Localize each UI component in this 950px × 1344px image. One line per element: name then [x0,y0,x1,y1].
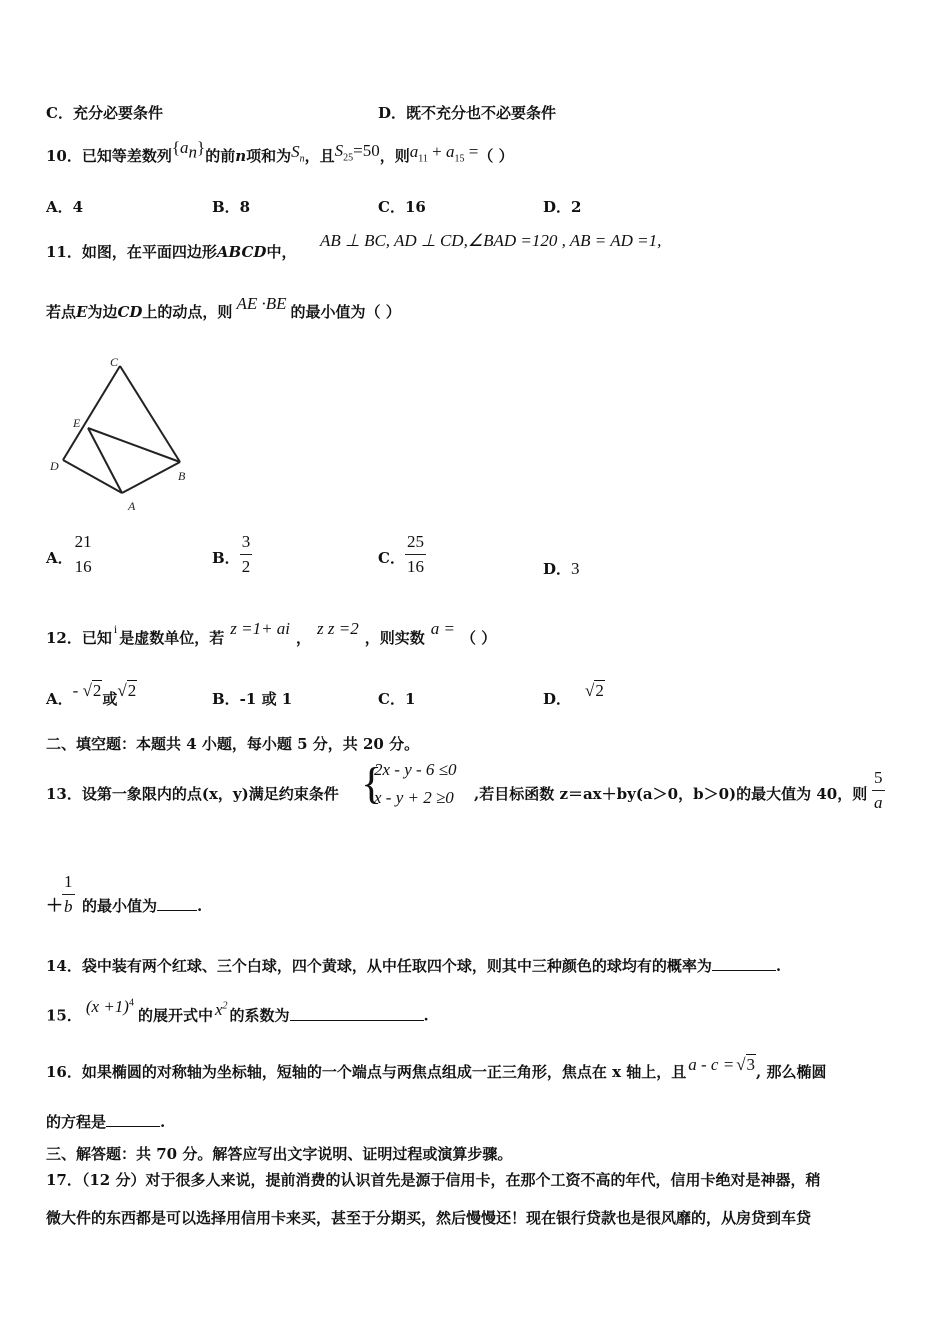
q10-condition: $S_{25}=50$ [334,141,380,164]
edge-ba [122,462,180,493]
q11-condition: AB ⊥ BC, AD ⊥ CD,∠BAD =120 , AB = AD =1, [320,231,662,250]
q10-stem: 10．已知等差数列$\{a_n\}$的前n项和为$S_n$，且$S_{25}=50$，则$a_{11} + a_{15}$ =（ ） [46,138,514,165]
q11-figure [44,352,194,516]
q12-z-expr: z =1+ ai [230,619,291,638]
q16-stem: 16．如果椭圆的对称轴为坐标轴，短轴的一个端点与两焦点组成一正三角形，焦点在 x 轴上，且 a - c = √3, 那么椭圆 [46,1055,827,1081]
q10-expression: $a_{11} + a_{15}$ = [409,142,479,165]
q13-suffix: 的最小值为 . [82,897,203,915]
q17-line2: 微大件的东西都是可以选择用信用卡来买，甚至于分期买，然后慢慢还！现在银行贷款也是很风靡的，从房贷到车贷 [46,1209,812,1227]
q12-option-d: D． √2 [543,681,604,708]
q11-frac-b: $\frac{3}{2}$ [241,532,251,576]
q11-option-d: D．3 [543,559,580,578]
q13-frac-1b: $\frac{1}{b}$ [64,872,73,916]
q12-option-a: A．- √2或√2 [46,681,137,708]
q11-stem-line2: 若点E为边CD上的动点，则 AE ·BE 的最小值为（ ） [46,294,401,321]
q10-option-b: B．8 [212,198,251,216]
q13-line2: ＋ [46,896,63,916]
q10-option-d: D．2 [543,198,582,216]
q10-S: $S_n$ [291,142,305,165]
q9-option-d: D．既不充分也不必要条件 [378,104,557,122]
q17-line1: 17．（12 分）对于很多人来说，提前消费的认识首先是源于信用卡，在那个工资不高的年代，信用卡绝对是神器，稍 [46,1171,821,1189]
q9-option-c: C．充分必要条件 [46,104,163,122]
edge-cb [120,366,180,462]
section3-heading: 三、解答题：共 70 分。解答应写出文字说明、证明过程或演算步骤。 [46,1145,513,1163]
q13-constraint-1: 2x - y - 6 ≤0 [374,760,457,779]
label-b: B [178,469,186,483]
label-a: A [128,499,136,513]
q12-zz-expr: z z =2 [317,619,359,638]
q15-stem: 15． $(x +1)^4$的展开式中 $x^2$的系数为 . [46,996,429,1025]
q11-frac-c: $\frac{25}{16}$ [406,532,424,576]
edge-dc [63,366,120,460]
label-d: D [50,459,59,473]
q12-option-b: B．-1 或 1 [212,690,293,708]
q10-option-a: A．4 [46,198,84,216]
q12-a-expr: a = [430,619,455,638]
label-c: C [110,355,119,369]
q10-option-c: C．16 [378,198,426,216]
q12-stem: 12．已知 $^i$ 是虚数单位，若 z =1+ ai ， z z =2 ，则实数 a = （ ） [46,619,497,647]
q15-x2: $x^2$ [214,999,228,1019]
q16-answer-blank[interactable] [106,1112,160,1127]
q11-stem: 11．如图，在平面四边形ABCD中， [46,243,297,261]
q13-answer-blank[interactable] [157,896,197,911]
q11-dot-product: AE ·BE [236,294,287,313]
q14-stem: 14．袋中装有两个红球、三个白球，四个黄球，从中任取四个球，则其中三种颜色的球均有的概率为 . [46,957,782,975]
q13-prefix: 13．设第一象限内的点(x，y)满足约束条件 [46,785,339,803]
q11-option-b: B． $\frac{3}{2}$ [212,532,251,576]
q15-answer-blank[interactable] [290,1006,424,1021]
label-e: E [73,416,81,430]
q13-constraint-2: x - y + 2 ≥0 [374,788,454,807]
q16-expr: a - c = [688,1055,735,1074]
q16-line2: 的方程是 . [46,1113,166,1131]
q10-prefix: 10．已知等差数列 [46,147,172,165]
q12-option-c: C．1 [378,690,416,708]
edge-eb [88,428,180,462]
q11-option-c: C． $\frac{25}{16}$ [378,532,424,576]
q13-frac-5a: $\frac{5}{a}$ [874,768,883,812]
q10-seq: $\{a_n\}$ [171,138,206,162]
q13-brace: { [361,759,383,808]
section2-heading: 二、填空题：本题共 4 小题，每小题 5 分，共 20 分。 [46,735,420,753]
q11-option-a: A． $\frac{21}{16}$ [46,532,92,576]
q15-expr: $(x +1)^4$ [85,996,134,1016]
q11-frac-a: $\frac{21}{16}$ [74,532,92,576]
q14-answer-blank[interactable] [712,956,776,971]
q13-mid: ,若目标函数 z＝ax＋by(a＞0，b＞0)的最大值为 40，则 [474,785,868,803]
